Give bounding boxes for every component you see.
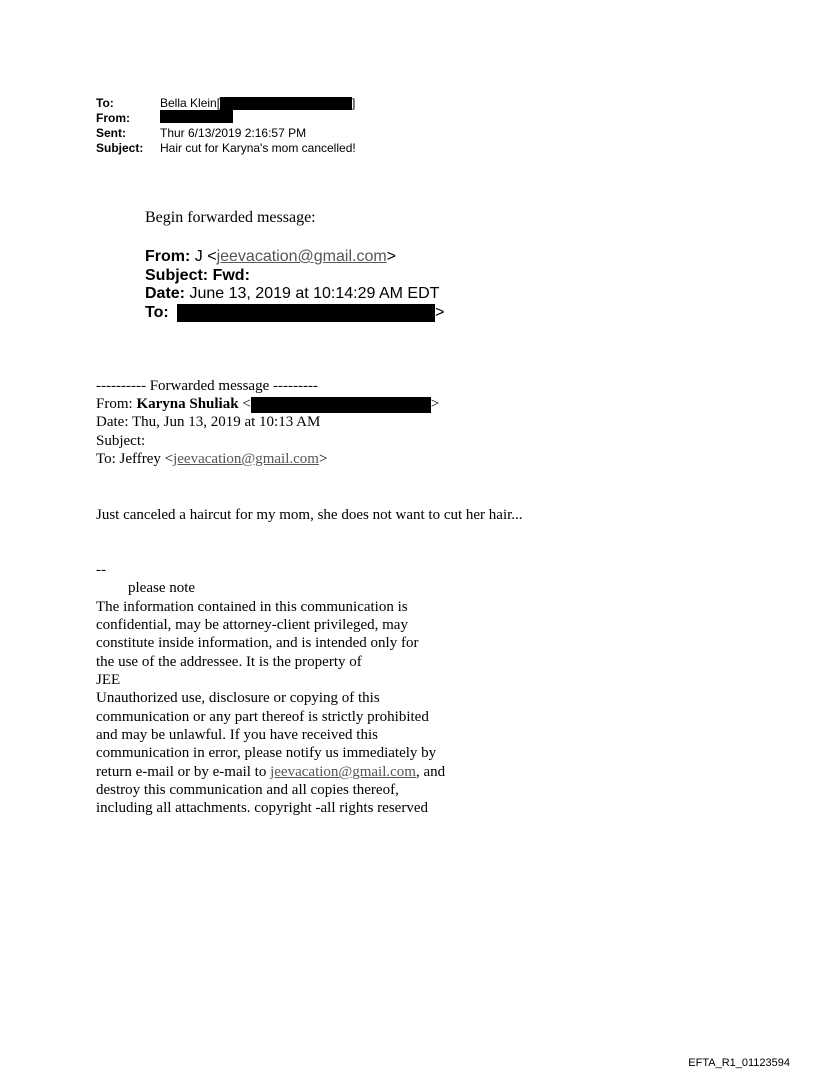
disclaimer-line: including all attachments. copyright -all rights reserved <box>96 800 428 816</box>
message-body: Just canceled a haircut for my mom, she does not want to cut her hair... <box>96 507 523 523</box>
disclaimer-line: confidential, may be attorney-client privileged, may <box>96 617 408 633</box>
forwarded-subject <box>145 266 250 285</box>
redaction-block <box>251 397 431 413</box>
redaction-block <box>160 110 233 123</box>
sent-label: Sent: <box>96 126 126 140</box>
disclaimer-line: JEE <box>96 672 121 688</box>
disclaimer-line: and may be unlawful. If you have received this <box>96 727 378 743</box>
forwarded-from-close: > <box>386 248 397 265</box>
forwarded-subject-label: Subject: <box>145 267 209 284</box>
disclaimer-line: The information contained in this communication is <box>96 599 408 615</box>
forwarded-from-email[interactable]: jeevacation@gmail.com <box>216 248 387 265</box>
inner-from <box>96 395 439 413</box>
disclaimer-line: destroy this communication and all copies thereof, <box>96 782 399 798</box>
disclaimer-line: the use of the addressee. It is the property of <box>96 654 362 670</box>
return-email[interactable]: jeevacation@gmail.com <box>270 764 416 780</box>
forwarded-to <box>145 303 444 322</box>
inner-to-close: > <box>318 451 328 467</box>
from-value <box>160 110 233 123</box>
to-label: To: <box>96 96 114 110</box>
forward-intro: Begin forwarded message: <box>145 209 316 226</box>
signature-note: please note <box>128 580 196 596</box>
forwarded-divider: ---------- Forwarded message --------- <box>96 378 318 394</box>
inner-subject: Subject: <box>96 433 146 449</box>
forwarded-from-label: From: <box>145 248 191 265</box>
forwarded-date <box>145 284 439 303</box>
forwarded-from-name: J < <box>194 248 217 265</box>
forwarded-subject-value: Fwd: <box>212 267 250 284</box>
disclaimer-line: Unauthorized use, disclosure or copying of this <box>96 690 380 706</box>
disclaimer-line: communication or any part thereof is strictly prohibited <box>96 709 429 725</box>
sent-value: Thur 6/13/2019 2:16:57 PM <box>160 126 307 140</box>
inner-to-label: To: Jeffrey < <box>96 451 174 467</box>
return-prefix: return e-mail or by e-mail to <box>96 764 271 780</box>
from-label: From: <box>96 111 130 125</box>
forwarded-from <box>145 247 396 266</box>
to-value <box>160 97 355 110</box>
inner-date: Date: Thu, Jun 13, 2019 at 10:13 AM <box>96 414 321 430</box>
forwarded-date-label: Date: <box>145 285 186 302</box>
return-suffix: , and <box>415 764 446 780</box>
inner-to <box>96 450 327 468</box>
inner-from-open: < <box>238 396 251 412</box>
subject-value: Hair cut for Karyna's mom cancelled! <box>160 141 356 155</box>
signature-dashes: -- <box>96 562 106 578</box>
disclaimer-line: communication in error, please notify us immediately by <box>96 745 437 761</box>
forwarded-to-label: To: <box>145 304 169 321</box>
redaction-block <box>177 304 435 322</box>
forwarded-date-value: June 13, 2019 at 10:14:29 AM EDT <box>189 285 440 302</box>
document-id: EFTA_R1_01123594 <box>688 1057 790 1069</box>
to-bracket: ] <box>352 96 356 110</box>
subject-label: Subject: <box>96 141 144 155</box>
disclaimer-line: constitute inside information, and is intended only for <box>96 635 419 651</box>
redaction-block <box>220 97 352 110</box>
inner-from-label: From: <box>96 396 137 412</box>
forwarded-to-close: > <box>435 304 445 321</box>
disclaimer-return-line <box>96 763 445 781</box>
inner-to-email[interactable]: jeevacation@gmail.com <box>173 451 319 467</box>
to-recipient: Bella Klein[ <box>160 96 221 110</box>
inner-from-name: Karyna Shuliak <box>136 396 239 412</box>
inner-from-close: > <box>430 396 440 412</box>
